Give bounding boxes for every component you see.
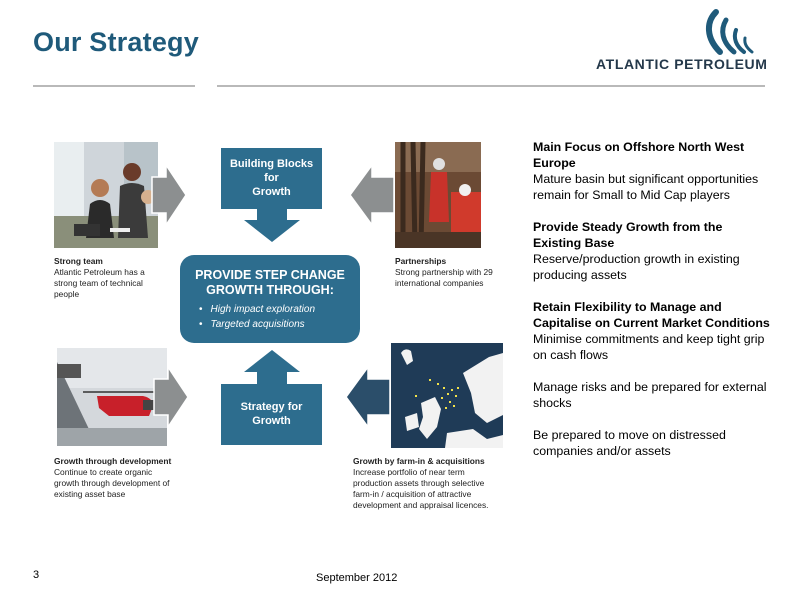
north-west-europe-map [391, 343, 503, 448]
list-item: • High impact exploration [199, 304, 316, 315]
strategy-text-column [533, 139, 773, 475]
up-arrow [243, 350, 301, 385]
partnerships-caption: Partnerships Strong partnership with 29 international companies [395, 256, 493, 288]
logo-text: ATLANTIC PETROLEUM [596, 56, 768, 72]
partnerships-arrow [348, 163, 396, 227]
page-number: 3 [33, 569, 40, 581]
growth-development-arrow [152, 365, 190, 429]
strong-team-caption: Strong team Atlantic Petroleum has a strong team of technical people [54, 256, 145, 299]
growth-development-caption: Growth through development Continue to create organic growth through development of existing asset base [54, 456, 172, 499]
partnerships-photo [395, 142, 481, 248]
farmin-arrow [344, 365, 392, 429]
strategy-point: Manage risks and be prepared for external shocks [533, 380, 767, 410]
list-item: • Targeted acquisitions [199, 319, 305, 330]
strategy-point: Retain Flexibility to Manage and Capitalise on Current Market Conditions Minimise commitments and keep tight grip on cash flows [533, 300, 770, 362]
header-divider [33, 85, 765, 87]
growth-development-photo [57, 348, 167, 446]
strategy-box: Strategy for Growth [221, 384, 322, 445]
growth-farmin-caption: Growth by farm-in & acquisitions Increase portfolio of near term production assets through selective farm-in / acquisition of attractive development and appraisal licences. [353, 456, 489, 510]
down-arrow [243, 208, 301, 243]
footer-date: September 2012 [316, 572, 398, 584]
slide-title: Our Strategy [33, 27, 199, 57]
step-change-box [180, 255, 360, 343]
strategy-point: Main Focus on Offshore North West Europe Mature basin but significant opportunities remain for Small to Mid Cap players [533, 140, 759, 202]
strategy-point: Provide Steady Growth from the Existing Base Reserve/production growth in existing producing assets [533, 220, 740, 282]
strategy-point: Be prepared to move on distressed companies and/or assets [533, 428, 726, 458]
growth-list [199, 302, 315, 332]
building-blocks-box: Building Blocks for Growth [221, 148, 322, 209]
strong-team-arrow [150, 163, 188, 227]
strong-team-photo [54, 142, 158, 248]
step-change-title: PROVIDE STEP CHANGE GROWTH THROUGH: [195, 268, 345, 297]
